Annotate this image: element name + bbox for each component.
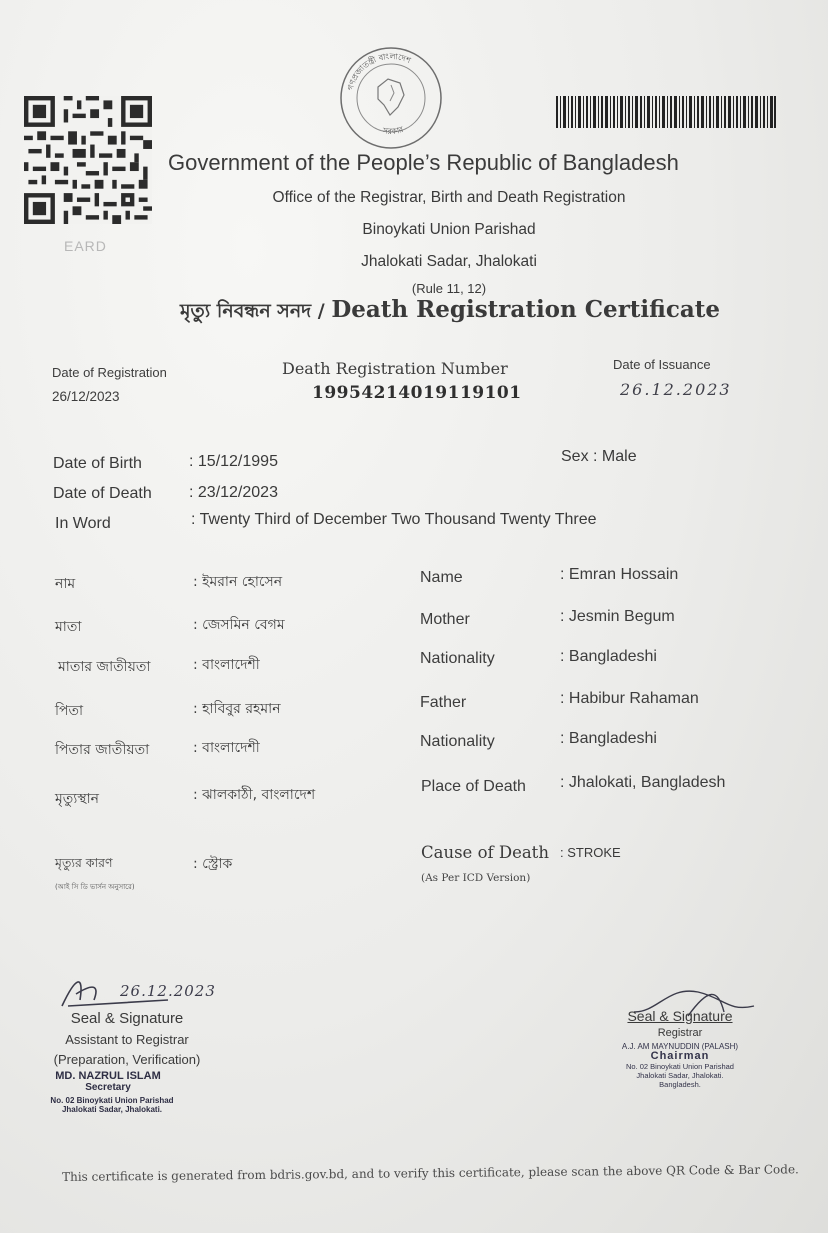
dob-value: : 15/12/1995	[189, 453, 278, 470]
name-en-label: Name	[420, 569, 463, 586]
name-bn-value: : ইমরান হোসেন	[193, 574, 283, 590]
assistant-signature-date: 26.12.2023	[120, 982, 216, 1000]
assistant-stamp	[38, 1070, 178, 1093]
father-nationality-en-label: Nationality	[420, 733, 495, 750]
rule-reference: (Rule 11, 12)	[411, 281, 487, 296]
mother-nationality-en-value: : Bangladeshi	[560, 648, 657, 665]
registrar-signature-block	[580, 1008, 780, 1039]
name-bn-label: নাম	[55, 576, 76, 592]
assistant-designation: Secretary	[85, 1082, 131, 1093]
eard-watermark: EARD	[64, 238, 107, 254]
name-en-value: : Emran Hossain	[560, 566, 679, 583]
place-of-death-bn-label: মৃত্যুস্থান	[55, 791, 100, 807]
father-nationality-bn-label: পিতার জাতীয়তা	[55, 742, 150, 758]
svg-text:গণপ্রজাতন্ত্রী বাংলাদেশ	[346, 52, 412, 92]
mother-en-value: : Jesmin Begum	[560, 608, 675, 625]
registrar-seal-title: Seal & Signature	[627, 1008, 733, 1024]
registrar-place: Jhalokati Sadar, Jhalokati.	[636, 1071, 724, 1080]
svg-text:সরকার	[381, 125, 405, 137]
place-of-death-bn-value: : ঝালকাঠী, বাংলাদেশ	[193, 787, 316, 803]
district-name: Jhalokati Sadar, Jhalokati	[361, 253, 537, 270]
death-registration-number-label: Death Registration Number	[282, 359, 508, 378]
certificate-title-bn: মৃত্যু নিবন্ধন সনদ /	[180, 300, 332, 322]
father-nationality-bn-value: : বাংলাদেশী	[193, 740, 260, 756]
issuance-date-handwritten: 26.12.2023	[620, 380, 732, 399]
assistant-role-detail: (Preparation, Verification)	[53, 1052, 201, 1067]
father-en-label: Father	[420, 694, 467, 711]
barcode-icon[interactable]	[556, 96, 776, 128]
union-name: Binoykati Union Parishad	[362, 221, 536, 238]
registrar-country: Bangladesh.	[659, 1080, 701, 1089]
cause-bn-label: মৃত্যুর কারণ	[55, 855, 113, 870]
registrar-org: No. 02 Binoykati Union Parishad	[626, 1062, 734, 1071]
dod-label: Date of Death	[53, 485, 152, 502]
assistant-stamp-org	[16, 1096, 208, 1114]
mother-bn-value: : জেসমিন বেগম	[193, 617, 285, 633]
mother-bn-label: মাতা	[55, 619, 82, 635]
sex-value: Sex : Male	[561, 448, 637, 465]
issuance-date-label: Date of Issuance	[613, 357, 711, 372]
registrar-name: A.J. AM MAYNUDDIN (PALASH)	[621, 1042, 739, 1051]
cause-en-label: Cause of Death	[421, 843, 549, 862]
registration-date: 26/12/2023	[52, 389, 120, 404]
father-en-value: : Habibur Rahaman	[560, 690, 699, 707]
cause-en-value: : STROKE	[560, 845, 621, 860]
place-of-death-en-value: : Jhalokati, Bangladesh	[560, 774, 726, 791]
office-name: Office of the Registrar, Birth and Death Registration	[272, 189, 626, 206]
dob-label: Date of Birth	[53, 455, 142, 472]
assistant-org: No. 02 Binoykati Union Parishad	[50, 1096, 174, 1105]
certificate-title-en: Death Registration Certificate	[331, 296, 721, 323]
mother-nationality-en-label: Nationality	[420, 650, 495, 667]
mother-nationality-bn-value: : বাংলাদেশী	[193, 657, 260, 673]
seal-top-text: গণপ্রজাতন্ত্রী বাংলাদেশ	[345, 51, 412, 92]
seal-bottom-text: সরকার	[381, 124, 405, 137]
government-seal-icon	[338, 45, 444, 151]
cause-bn-note: (আই সি ডি ভার্সন অনুসারে)	[55, 883, 135, 891]
cause-bn-value: : স্ট্রোক	[193, 856, 233, 872]
assistant-place: Jhalokati Sadar, Jhalokati.	[61, 1105, 163, 1114]
death-registration-number: 19954214019119101	[312, 383, 522, 403]
father-nationality-en-value: : Bangladeshi	[560, 730, 657, 747]
certificate-title	[180, 296, 720, 329]
assistant-signature-block	[22, 1010, 232, 1067]
cause-en-note: (As Per ICD Version)	[421, 872, 531, 884]
mother-nationality-bn-label: মাতার জাতীয়তা	[58, 659, 151, 675]
dod-value: : 23/12/2023	[189, 484, 278, 501]
registration-date-label: Date of Registration	[52, 365, 167, 380]
assistant-seal-title: Seal & Signature	[70, 1010, 184, 1027]
assistant-role: Assistant to Registrar	[65, 1032, 189, 1047]
mother-en-label: Mother	[420, 611, 470, 628]
father-bn-label: পিতা	[55, 703, 84, 719]
registrar-stamp	[580, 1042, 780, 1089]
in-word-value: : Twenty Third of December Two Thousand Twenty Three	[191, 511, 597, 528]
father-bn-value: : হাবিবুর রহমান	[193, 701, 281, 717]
verification-footer: This certificate is generated from bdris.gov.bd, and to verify this certificate, please scan the above QR Code & Bar Code.	[62, 1162, 799, 1184]
registrar-role: Registrar	[657, 1027, 703, 1039]
assistant-name: MD. NAZRUL ISLAM	[55, 1070, 161, 1082]
government-title: Government of the People’s Republic of Bangladesh	[168, 150, 679, 175]
registrar-designation: Chairman	[650, 1050, 710, 1062]
place-of-death-en-label: Place of Death	[421, 778, 526, 795]
in-word-label: In Word	[55, 515, 111, 532]
